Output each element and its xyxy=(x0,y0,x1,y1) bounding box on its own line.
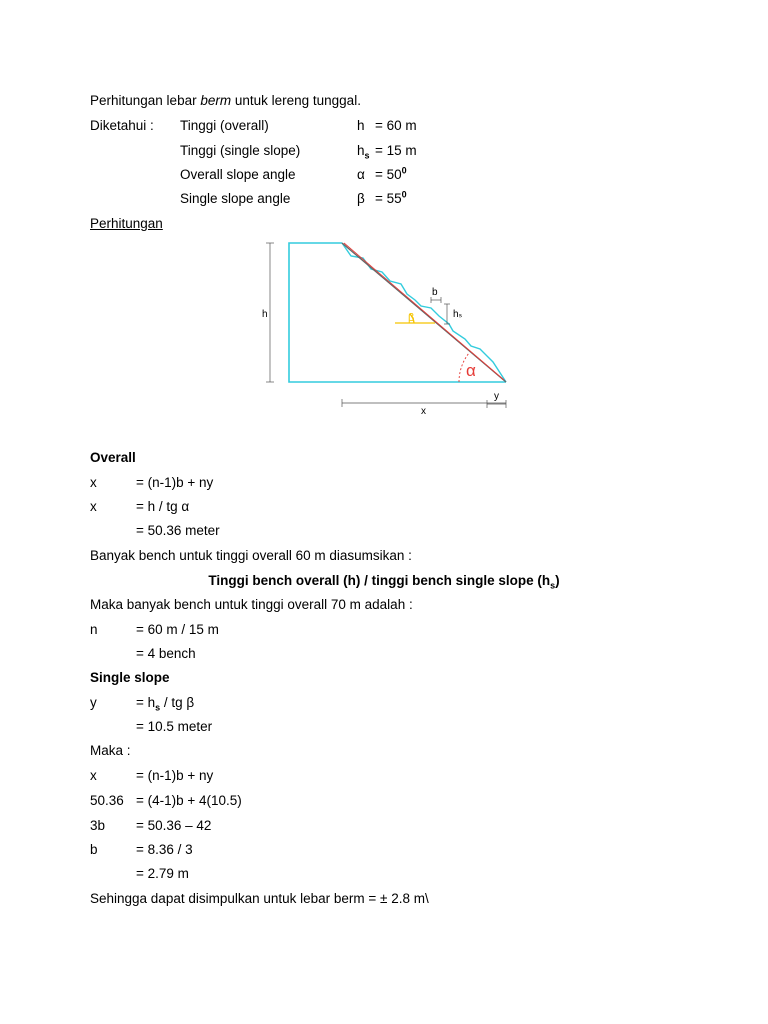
maka-label: Maka : xyxy=(90,743,131,758)
single-heading: Single slope xyxy=(90,670,170,685)
calc-row-2-right: = (4-1)b + 4(10.5) xyxy=(136,793,242,808)
calc-row-5-right: = 2.79 m xyxy=(136,866,189,881)
given-name-2: Tinggi (single slope) xyxy=(180,143,301,158)
overall-row-1-left: x xyxy=(90,475,97,490)
given-name-4: Single slope angle xyxy=(180,191,291,206)
conclusion: Sehingga dapat disimpulkan untuk lebar berm = ± 2.8 m\ xyxy=(90,891,429,906)
h-label: h xyxy=(262,309,268,320)
assume-text: Banyak bench untuk tinggi overall 60 m diasumsikan : xyxy=(90,548,412,563)
given-value-1: = 60 m xyxy=(375,118,417,133)
calc-row-4-left: b xyxy=(90,842,98,857)
given-value-4: = $55^0$ xyxy=(375,189,407,206)
intro-berm-italic: berm xyxy=(200,93,232,108)
calc-row-3-left: 3b xyxy=(90,818,106,833)
given-symbol-4: β xyxy=(357,191,365,206)
n-row-2-right: = 4 bench xyxy=(136,646,196,661)
n-row-1-left: n xyxy=(90,622,98,637)
calc-heading: Perhitungan xyxy=(90,216,163,231)
y-row-right: = $h_s$ / tg β xyxy=(136,695,195,713)
given-symbol-2: $h_s$ xyxy=(357,143,370,161)
single-slope-line xyxy=(344,243,504,380)
slope-diagram xyxy=(255,236,517,420)
x-label: x xyxy=(421,406,426,417)
given-symbol-1: h xyxy=(357,118,365,133)
y-result: = 10.5 meter xyxy=(136,719,213,734)
given-name-1: Tinggi (overall) xyxy=(180,118,269,133)
overall-row-1-right: = (n-1)b + ny xyxy=(136,475,214,490)
calc-row-3-right: = 50.36 – 42 xyxy=(136,818,212,833)
given-name-3: Overall slope angle xyxy=(180,167,296,182)
then-text: Maka banyak bench untuk tinggi overall 70 m adalah : xyxy=(90,597,413,612)
n-row-1-right: = 60 m / 15 m xyxy=(136,622,219,637)
calc-row-1-right: = (n-1)b + ny xyxy=(136,768,214,783)
intro-text-start: Perhitungan lebar xyxy=(90,93,201,108)
overall-heading: Overall xyxy=(90,450,136,465)
overall-row-3-right: = 50.36 meter xyxy=(136,523,220,538)
overall-row-2-right: = h / tg α xyxy=(136,499,190,514)
beta-label: β xyxy=(408,312,415,324)
b-label: b xyxy=(432,287,438,298)
calc-row-2-left: 50.36 xyxy=(90,793,124,808)
given-label: Diketahui : xyxy=(90,118,154,133)
overall-row-2-left: x xyxy=(90,499,97,514)
calc-row-1-left: x xyxy=(90,768,97,783)
y-label: y xyxy=(494,391,499,402)
given-value-2: = 15 m xyxy=(375,143,417,158)
given-value-3: = $50^0$ xyxy=(375,165,407,182)
given-symbol-3: α xyxy=(357,167,365,182)
intro-text-end: untuk lereng tunggal. xyxy=(231,93,361,108)
alpha-label: α xyxy=(466,361,476,380)
hs-label: hₛ xyxy=(453,309,463,320)
calc-row-4-right: = 8.36 / 3 xyxy=(136,842,193,857)
intro-line xyxy=(90,93,361,109)
bench-formula: Tinggi bench overall (h) / tinggi bench single slope $(h_s)$ xyxy=(208,573,560,591)
y-row-left: y xyxy=(90,695,97,710)
